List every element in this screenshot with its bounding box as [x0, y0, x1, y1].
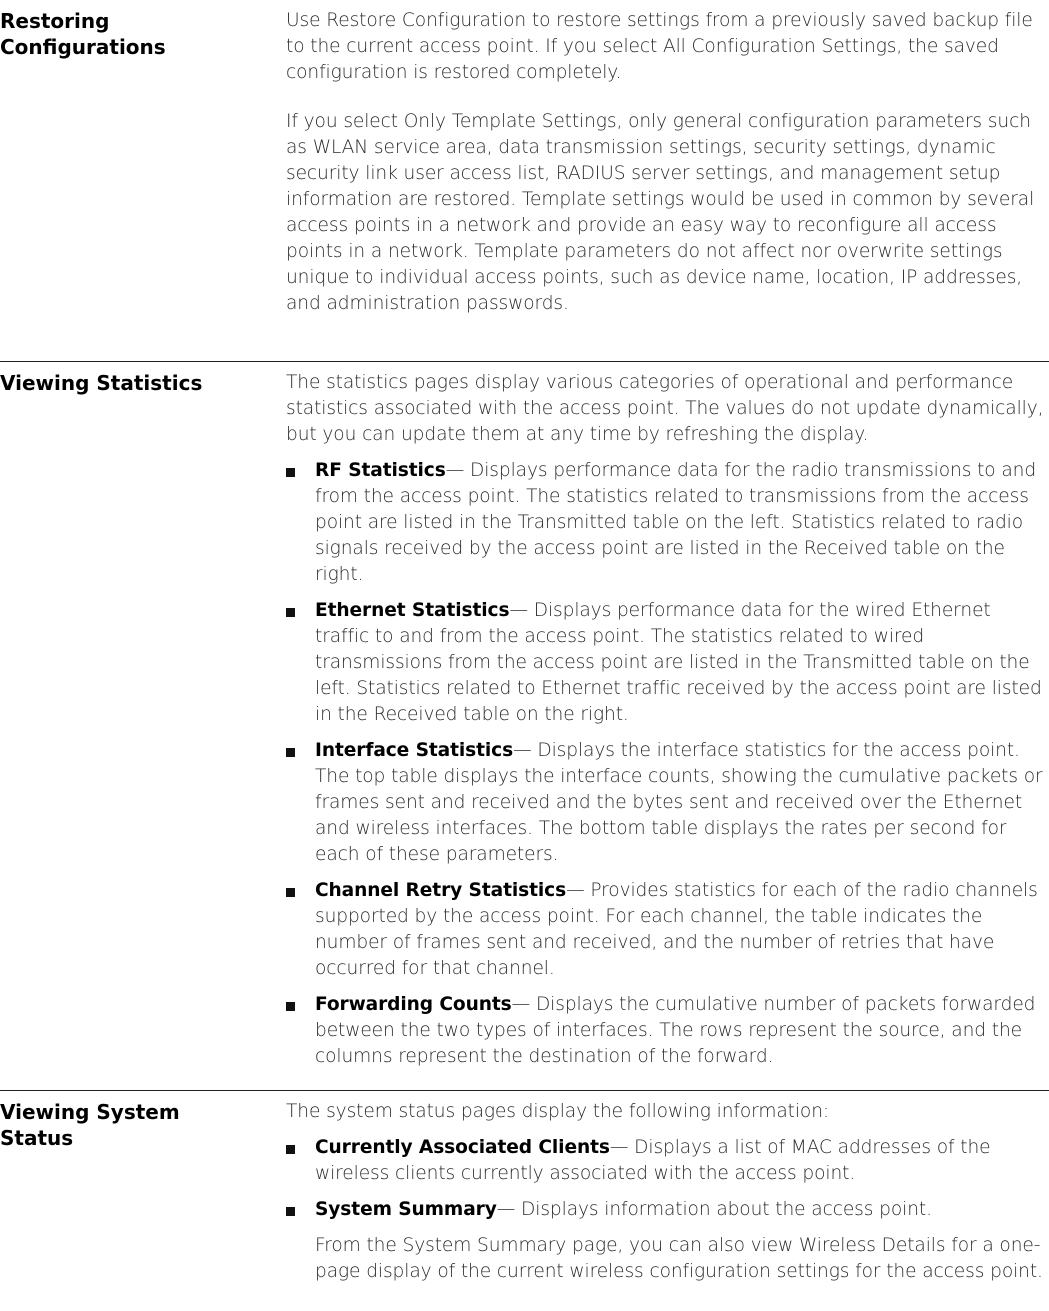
bullet-square-icon	[286, 1207, 295, 1216]
paragraph: Use Restore Configuration to restore settings from a previously saved backup file to the current access point. If you select All Configuration Settings, the saved configuration is restored completely.	[286, 10, 1033, 83]
section-body	[286, 1099, 1048, 1308]
list-item	[286, 1135, 1048, 1187]
list-item	[286, 458, 1048, 588]
bullet-square-icon	[286, 608, 295, 617]
section-heading: Restoring Configurations	[0, 9, 166, 59]
list-item-term: Interface Statistics	[315, 740, 514, 761]
list-item-text: — Provides statistics for each of the radio channels supported by the access point. For each channel, the table indicates the number of frames sent and received, and the number of retries that have occurred for that channel.	[315, 880, 1038, 979]
section-divider	[0, 361, 1049, 362]
bullet-list	[286, 1135, 1048, 1223]
section-heading: Viewing System Status	[0, 1100, 180, 1150]
bullet-list	[286, 458, 1048, 1070]
list-item-text: — Displays performance data for the wired Ethernet traffic to and from the access point. The statistics related to wired transmissions from the access point are listed in the Transmitted table on the left. Statistics related to Ethernet traffic received by the access point are listed in the Received table on the right.	[315, 600, 1042, 725]
list-item-term: Channel Retry Statistics	[315, 880, 567, 901]
list-item-text: — Displays performance data for the radio transmissions to and from the access point. The statistics related to transmissions from the access point are listed in the Transmitted table on the left. Statistics related to radio signals received by the access point are listed in the Received table on the right.	[315, 460, 1037, 585]
list-item-term: Currently Associated Clients	[315, 1137, 610, 1158]
list-item	[286, 878, 1048, 982]
bullet-square-icon	[286, 748, 295, 757]
list-item-text: — Displays information about the access point.	[496, 1199, 932, 1220]
list-item-term: RF Statistics	[315, 460, 446, 481]
bullet-square-icon	[286, 1002, 295, 1011]
section-heading: Viewing Statistics	[0, 371, 203, 395]
list-item	[286, 598, 1048, 728]
section-divider	[0, 1090, 1049, 1091]
list-item-term: Forwarding Counts	[315, 994, 512, 1015]
paragraph: From the System Summary page, you can also view Wireless Details for a one-page display of the current wireless configuration settings for the access point.	[315, 1235, 1043, 1282]
paragraph: The statistics pages display various categories of operational and performance statistics associated with the access point. The values do not update dynamically, but you can update them at any time by refreshing the display.	[286, 372, 1044, 445]
bullet-square-icon	[286, 888, 295, 897]
bullet-square-icon	[286, 1145, 295, 1154]
list-item	[286, 992, 1048, 1070]
paragraph: If you select Only Template Settings, only general configuration parameters such as WLAN service area, data transmission settings, security settings, dynamic security link user access list, RADIUS server settings, and management setup information are restored. Template settings would be used in common by several access points in a network and provide an easy way to reconfigure all access points in a network. Template parameters do not affect nor overwrite settings unique to individual access points, such as device name, location, IP addresses, and administration passwords.	[286, 111, 1035, 314]
list-item-text: — Displays a list of MAC addresses of the wireless clients currently associated with the access point.	[315, 1137, 991, 1184]
list-item-term: Ethernet Statistics	[315, 600, 510, 621]
section-body	[286, 8, 1048, 340]
paragraph: The system status pages display the following information:	[286, 1101, 830, 1122]
section-body	[286, 370, 1048, 1080]
list-item-term: System Summary	[315, 1199, 497, 1220]
bullet-square-icon	[286, 468, 295, 477]
list-item	[286, 1197, 1048, 1223]
list-item-text: — Displays the cumulative number of packets forwarded between the two types of interfaces. The rows represent the source, and the columns represent the destination of the forward.	[315, 994, 1036, 1067]
list-item-text: — Displays the interface statistics for the access point. The top table displays the interface counts, showing the cumulative packets or frames sent and received and the bytes sent and received over the Ethernet and wireless interfaces. The bottom table displays the rates per second for each of these parameters.	[315, 740, 1043, 865]
list-item	[286, 738, 1048, 868]
